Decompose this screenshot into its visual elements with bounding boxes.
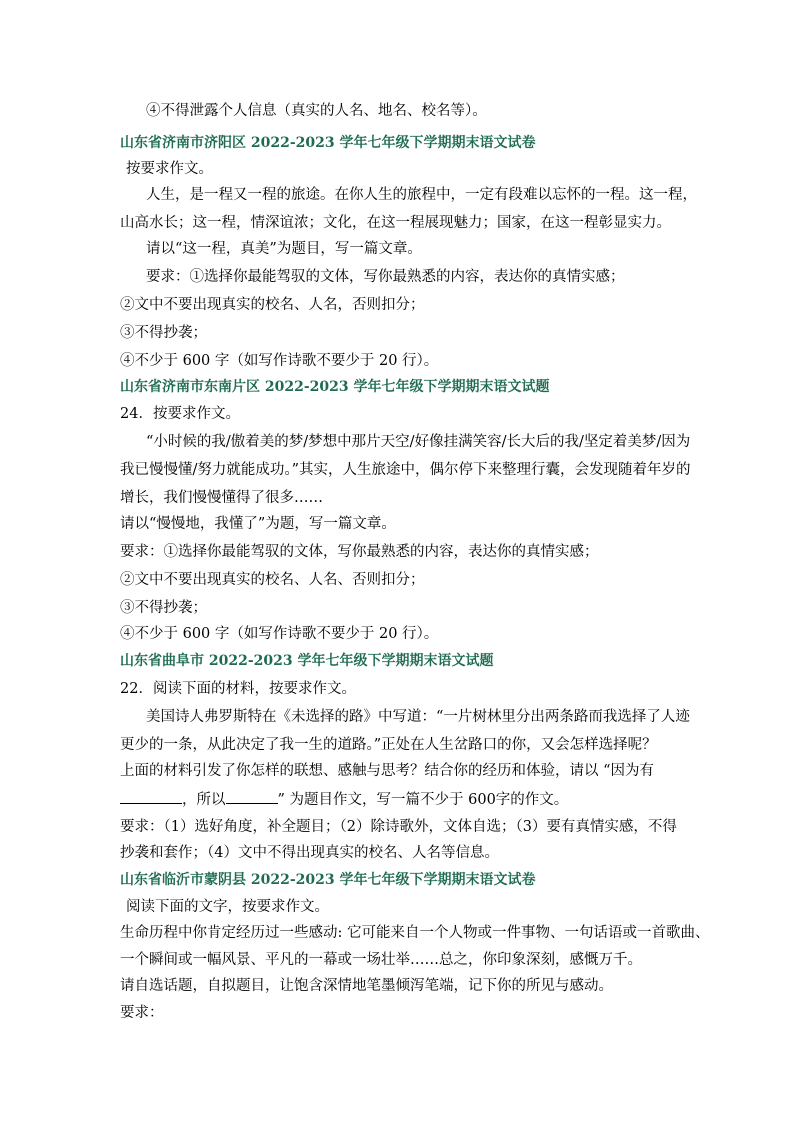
task-instruction: 阅读下面的文字，按要求作文。: [126, 899, 329, 915]
task-instruction: 按要求作文。: [126, 161, 213, 177]
paragraph-line: 一个瞬间或一幅风景、平凡的一幕或一场壮举……总之，你印象深刻，感慨万千。: [120, 952, 642, 968]
requirement-line: ②文中不要出现真实的校名、人名，否则扣分；: [120, 297, 425, 313]
prompt-line: 请自选话题，自拟题目，让饱含深情地笔墨倾泻笔端，记下你的所见与感动。: [120, 978, 613, 994]
question-number-line: 24．按要求作文。: [120, 406, 240, 422]
prompt-line: 请以“这一程，真美”为题目，写一篇文章。: [146, 241, 422, 257]
requirement-line: ②文中不要出现真实的校名、人名、否则扣分；: [120, 572, 425, 588]
paragraph-line: ④不得泄露个人信息（真实的人名、地名、校名等）。: [146, 103, 487, 119]
paragraph-line: 上面的材料引发了你怎样的联想、感触与思考？结合你的经历和体验，请以 “因为有: [120, 763, 655, 779]
requirement-line: ③不得抄袭；: [120, 325, 207, 341]
title-fill-line: [120, 789, 568, 810]
requirement-line: 要求：（1）选好角度，补全题目；（2）除诗歌外，文体自选；（3）要有真情实感，不得: [120, 819, 677, 835]
requirement-line: ③不得抄袭；: [120, 600, 207, 616]
requirement-line: 要求：: [120, 1005, 164, 1021]
paragraph-line: 我已慢慢懂/努力就能成功。”其实，人生旅途中，偶尔停下来整理行囊，会发现随着年岁的: [120, 462, 691, 478]
title-fill-text: ” 为题目作文，写一篇不少于 600字的作文。: [277, 792, 569, 808]
requirement-line: 抄袭和套作；（4）文中不得出现真实的校名、人名等信息。: [120, 845, 499, 861]
exam-source-heading: 山东省临沂市蒙阴县 2022-2023 学年七年级下学期期末语文试卷: [120, 872, 536, 888]
paragraph-line: 山高水长；这一程，情深谊浓；文化，在这一程展现魅力；国家，在这一程彰显实力。: [120, 215, 671, 231]
requirement-line: 要求：①选择你最能驾驭的文体，写你最熟悉的内容，表达你的真情实感；: [146, 269, 625, 285]
exam-source-heading: 山东省济南市东南片区 2022-2023 学年七年级下学期期末语文试题: [120, 379, 550, 395]
exam-source-heading: 山东省曲阜市 2022-2023 学年七年级下学期期末语文试题: [120, 653, 494, 669]
fill-blank: [120, 789, 182, 804]
paragraph-line: 人生，是一程又一程的旅途。在你人生的旅程中，一定有段难以忘怀的一程。这一程，: [146, 187, 697, 203]
paragraph-line: 增长，我们慢慢懂得了很多……: [120, 490, 323, 506]
paragraph-line: 美国诗人弗罗斯特在《未选择的路》中写道：“一片树林里分出两条路而我选择了人迹: [146, 709, 690, 725]
exam-source-heading: 山东省济南市济阳区 2022-2023 学年七年级下学期期末语文试卷: [120, 135, 536, 151]
fill-blank: [226, 789, 278, 804]
paragraph-line: 生命历程中你肯定经历过一些感动: 它可能来自一个人物或一件事物、一句话语或一首歌曲、: [120, 925, 710, 941]
title-fill-text: ，所以: [182, 792, 226, 808]
paragraph-line: “小时候的我/傲着美的梦/梦想中那片天空/好像挂满笑容/长大后的我/坚定着美梦/因为: [146, 434, 691, 450]
requirement-line: ④不少于 600 字（如写作诗歌不要少于 20 行）。: [120, 353, 439, 369]
requirement-line: 要求：①选择你最能驾驭的文体，写你最熟悉的内容，表达你的真情实感；: [120, 544, 599, 560]
prompt-line: 请以“慢慢地，我懂了”为题，写一篇文章。: [120, 516, 396, 532]
question-number-line: 22．阅读下面的材料，按要求作文。: [120, 681, 356, 697]
requirement-line: ④不少于 600 字（如写作诗歌不要少于 20 行）。: [120, 626, 439, 642]
paragraph-line: 更少的一条，从此决定了我一生的道路。”正处在人生岔路口的你，又会怎样选择呢？: [120, 737, 657, 753]
